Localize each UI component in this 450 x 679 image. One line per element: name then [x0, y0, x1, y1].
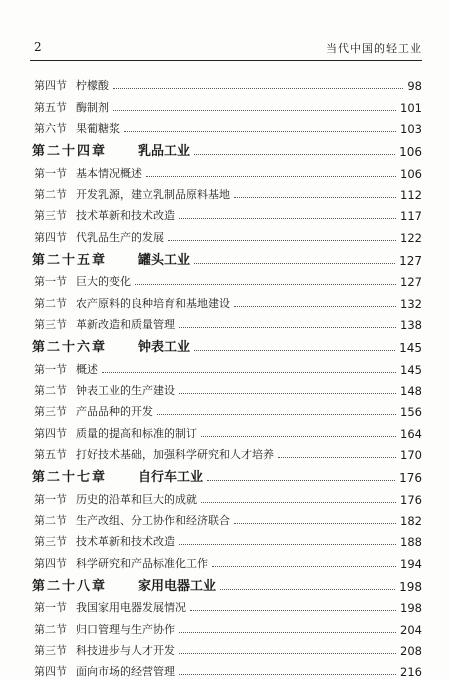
toc-section-row	[32, 202, 422, 223]
dot-leader	[234, 306, 396, 307]
table-of-contents	[32, 72, 422, 679]
dot-leader	[234, 197, 396, 198]
toc-section-row	[32, 398, 422, 419]
section-title: 革新改造和质量管理	[76, 317, 175, 331]
section-number: 第四节	[34, 79, 67, 93]
section-title: 柠檬酸	[76, 79, 109, 93]
toc-section-row	[32, 181, 422, 202]
dot-leader	[113, 88, 403, 89]
dot-leader	[179, 632, 396, 633]
dot-leader	[179, 653, 396, 654]
section-number: 第四节	[34, 556, 67, 570]
toc-section-row	[32, 485, 422, 506]
toc-page-number: 176	[400, 492, 422, 507]
toc-section-row	[32, 355, 422, 376]
toc-section-row	[32, 93, 422, 114]
dot-leader	[179, 327, 396, 328]
toc-chapter-row	[32, 136, 422, 160]
section-title: 我国家用电器发展情况	[76, 601, 186, 615]
dot-leader	[212, 566, 396, 567]
toc-page-number: 176	[399, 471, 422, 486]
dot-leader	[207, 480, 395, 481]
toc-page-number: 132	[400, 296, 422, 311]
section-number: 第五节	[34, 447, 67, 461]
toc-section-row	[32, 441, 422, 462]
toc-page-number: 117	[400, 209, 422, 224]
section-number: 第一节	[34, 362, 67, 376]
section-number: 第三节	[34, 209, 67, 223]
section-title: 生产改组、分工协作和经济联合	[76, 514, 230, 528]
toc-section-row	[32, 507, 422, 528]
dot-leader	[124, 131, 396, 132]
toc-section-row	[32, 377, 422, 398]
toc-page-number: 198	[399, 580, 422, 595]
toc-page-number: 138	[400, 317, 422, 332]
section-title: 代乳品生产的发展	[76, 230, 164, 244]
section-title: 归口管理与生产协作	[76, 622, 175, 636]
section-number: 第六节	[34, 121, 67, 135]
toc-page-number: 198	[400, 601, 422, 616]
toc-page-number: 101	[400, 100, 422, 115]
section-number: 第二节	[34, 622, 67, 636]
toc-section-row	[32, 637, 422, 658]
toc-page-number: 156	[400, 405, 422, 420]
page-header	[30, 38, 422, 61]
dot-leader	[179, 674, 396, 675]
section-number: 第三节	[34, 535, 67, 549]
chapter-number: 第二十四章	[32, 144, 108, 160]
toc-page-number: 103	[400, 121, 422, 136]
toc-page-number: 216	[400, 665, 422, 679]
section-number: 第三节	[34, 405, 67, 419]
toc-section-row	[32, 311, 422, 332]
section-number: 第四节	[34, 665, 67, 679]
section-title: 技术革新和技术改造	[76, 535, 175, 549]
section-title: 概述	[76, 362, 98, 376]
toc-section-row	[32, 268, 422, 289]
chapter-title: 自行车工业	[138, 470, 204, 486]
chapter-number: 第二十八章	[32, 579, 108, 595]
toc-page-number: 112	[400, 187, 422, 202]
section-number: 第四节	[34, 230, 67, 244]
page-number: 2	[34, 40, 42, 54]
toc-page-number: 194	[400, 556, 422, 571]
toc-section-row	[32, 72, 422, 93]
section-number: 第五节	[34, 100, 67, 114]
dot-leader	[201, 436, 396, 437]
dot-leader	[194, 154, 395, 155]
section-title: 质量的提高和标准的制订	[76, 426, 197, 440]
chapter-title: 家用电器工业	[138, 579, 217, 595]
toc-section-row	[32, 528, 422, 549]
toc-page-number: 164	[400, 426, 422, 441]
dot-leader	[135, 284, 396, 285]
chapter-number: 第二十六章	[32, 340, 108, 356]
section-title: 农产原料的良种培育和基地建设	[76, 296, 230, 310]
toc-page-number: 127	[400, 275, 422, 290]
section-number: 第四节	[34, 426, 67, 440]
chapter-number: 第二十五章	[32, 253, 108, 269]
toc-page-number: 208	[400, 644, 422, 659]
toc-page-number: 98	[407, 79, 422, 94]
section-title: 基本情况概述	[76, 166, 142, 180]
toc-section-row	[32, 419, 422, 440]
toc-page-number: 145	[399, 341, 422, 356]
dot-leader	[278, 457, 396, 458]
section-number: 第二节	[34, 296, 67, 310]
dot-leader	[194, 350, 395, 351]
section-number: 第一节	[34, 275, 67, 289]
toc-page-number: 170	[400, 447, 422, 462]
toc-page-number: 148	[400, 384, 422, 399]
dot-leader	[194, 263, 395, 264]
dot-leader	[220, 589, 395, 590]
toc-section-row	[32, 594, 422, 615]
toc-chapter-row	[32, 462, 422, 486]
section-title: 打好技术基础，加强科学研究和人才培养	[76, 447, 274, 461]
chapter-title: 罐头工业	[138, 253, 191, 269]
toc-page-number: 122	[400, 230, 422, 245]
toc-section-row	[32, 615, 422, 636]
dot-leader	[179, 544, 396, 545]
section-title: 酶制剂	[76, 100, 109, 114]
toc-section-row	[32, 115, 422, 136]
section-title: 巨大的变化	[76, 275, 131, 289]
toc-section-row	[32, 159, 422, 180]
section-number: 第三节	[34, 317, 67, 331]
chapter-number: 第二十七章	[32, 470, 108, 486]
toc-chapter-row	[32, 571, 422, 595]
section-number: 第一节	[34, 601, 67, 615]
running-title: 当代中国的轻工业	[326, 42, 422, 55]
toc-page-number: 182	[400, 514, 422, 529]
section-title: 钟表工业的生产建设	[76, 384, 175, 398]
section-title: 科学研究和产品标准化工作	[76, 556, 208, 570]
section-title: 历史的沿革和巨大的成就	[76, 492, 197, 506]
dot-leader	[234, 523, 396, 524]
dot-leader	[157, 414, 396, 415]
toc-page-number: 145	[400, 362, 422, 377]
section-title: 科技进步与人才开发	[76, 644, 175, 658]
toc-page-number: 106	[400, 166, 422, 181]
toc-page-number: 127	[399, 254, 422, 269]
section-number: 第二节	[34, 187, 67, 201]
chapter-title: 乳品工业	[138, 144, 191, 160]
section-title: 产品品种的开发	[76, 405, 153, 419]
toc-page-number: 204	[400, 622, 422, 637]
toc-page-number: 106	[399, 145, 422, 160]
toc-chapter-row	[32, 245, 422, 269]
section-number: 第一节	[34, 166, 67, 180]
dot-leader	[146, 176, 396, 177]
dot-leader	[102, 372, 396, 373]
section-title: 面向市场的经营管理	[76, 665, 175, 679]
toc-section-row	[32, 289, 422, 310]
dot-leader	[113, 110, 396, 111]
toc-chapter-row	[32, 332, 422, 356]
toc-section-row	[32, 658, 422, 679]
section-title: 技术革新和技术改造	[76, 209, 175, 223]
section-title: 果葡糖浆	[76, 121, 120, 135]
section-number: 第二节	[34, 514, 67, 528]
section-title: 开发乳源，建立乳制品原料基地	[76, 187, 230, 201]
section-number: 第三节	[34, 644, 67, 658]
toc-section-row	[32, 223, 422, 244]
dot-leader	[179, 393, 396, 394]
section-number: 第一节	[34, 492, 67, 506]
dot-leader	[190, 610, 396, 611]
chapter-title: 钟表工业	[138, 340, 191, 356]
toc-page-number: 188	[400, 535, 422, 550]
section-number: 第二节	[34, 384, 67, 398]
dot-leader	[168, 240, 396, 241]
toc-section-row	[32, 549, 422, 570]
dot-leader	[179, 218, 396, 219]
dot-leader	[201, 502, 396, 503]
